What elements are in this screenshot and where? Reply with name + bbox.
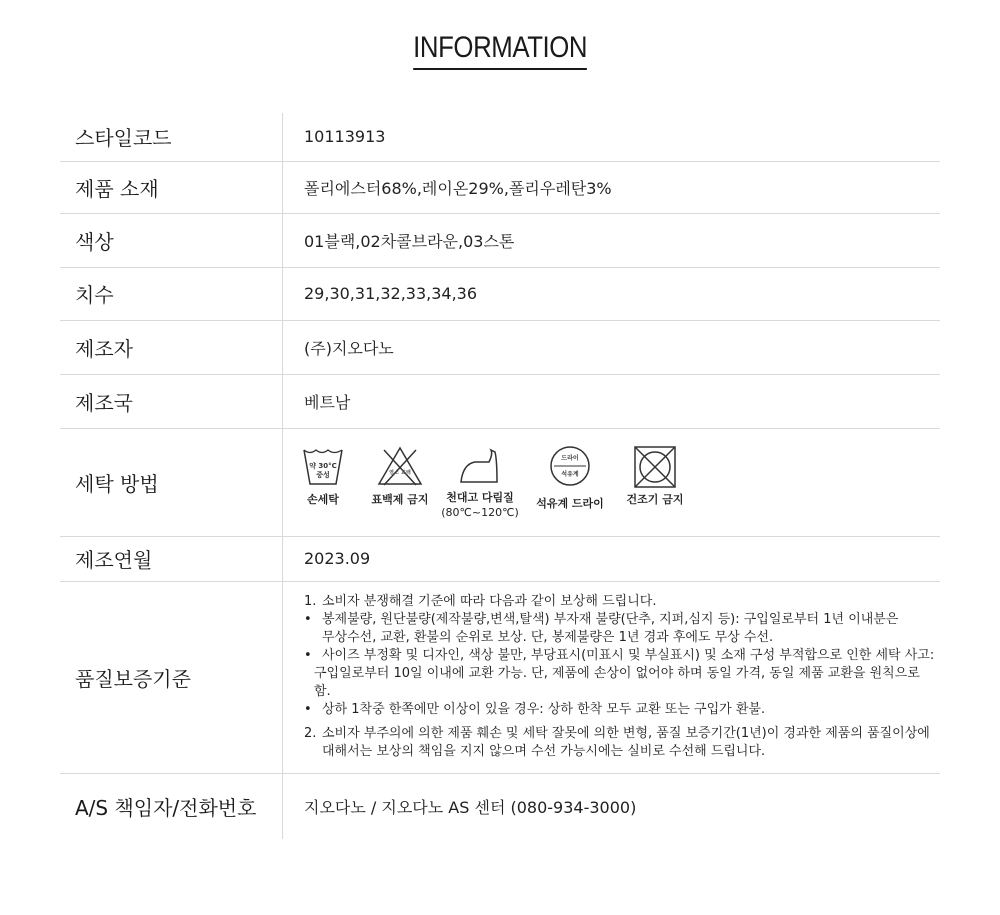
row-size bbox=[60, 267, 940, 320]
iron-icon bbox=[457, 444, 503, 488]
row-material bbox=[60, 161, 940, 213]
no-bleach-caption: 표백제 금지 bbox=[371, 493, 429, 506]
row-quality bbox=[60, 581, 940, 773]
quality-item-2-line-2: 대해서는 보상의 책임을 지지 않으며 수선 가능시에는 실비로 수선해 드립니다. bbox=[322, 744, 766, 759]
date-label: 제조연월 bbox=[60, 536, 283, 581]
iron-temperature: (80℃~120℃) bbox=[441, 506, 519, 519]
no-tumble-dry-icon bbox=[632, 444, 678, 490]
style-code-value: 10113913 bbox=[283, 113, 941, 161]
as-label: A/S 책임자/전화번호 bbox=[75, 795, 257, 820]
style-code-label: 스타일코드 bbox=[60, 113, 283, 161]
quality-bullet-2-line-2: 구입일로부터 10일 이내에 교환 가능. 단, 제품에 손상이 없어야 하며 동일 가격, 동일 제품 교환을 원칙으로 함. bbox=[314, 666, 920, 699]
row-maker bbox=[60, 320, 940, 374]
page-title-wrap bbox=[0, 28, 1000, 70]
hand-wash-temp: 약 30°C bbox=[309, 462, 337, 470]
quality-bullet-3-line-1: 상하 1착중 한쪽에만 이상이 있을 경우: 상하 한착 모두 교환 또는 구입가 환불. bbox=[322, 702, 766, 717]
quality-item-2-line-1: 소비자 부주의에 의한 제품 훼손 및 세탁 잘못에 의한 변형, 품질 보증기간(1년)이 경과한 제품의 품질이상에 bbox=[322, 726, 930, 741]
maker-label: 제조자 bbox=[60, 320, 283, 374]
material-label: 제품 소재 bbox=[60, 161, 283, 213]
quality-bullet-1 bbox=[304, 611, 940, 629]
quality-item-2 bbox=[304, 725, 940, 743]
country-value: 베트남 bbox=[283, 374, 941, 428]
page-title: INFORMATION bbox=[413, 28, 587, 70]
wash-item-iron bbox=[440, 444, 520, 520]
product-info-table bbox=[60, 113, 940, 839]
wash-item-no-bleach bbox=[370, 444, 430, 507]
row-date bbox=[60, 536, 940, 581]
quality-item-1 bbox=[304, 593, 940, 611]
quality-item-1-text: 소비자 분쟁해결 기준에 따라 다음과 같이 보상해 드립니다. bbox=[322, 594, 657, 609]
no-tumble-dry-caption: 건조기 금지 bbox=[626, 493, 684, 506]
maker-value: (주)지오다노 bbox=[283, 320, 941, 374]
hand-wash-neutral: 중성 bbox=[316, 471, 330, 479]
quality-bullet-2-line-1: 사이즈 부정확 및 디자인, 색상 불만, 부당표시(미표시 및 부실표시) 및 소재 구성 부적합으로 인한 세탁 사고: bbox=[322, 648, 935, 663]
washing-icons bbox=[304, 444, 940, 520]
row-style-code bbox=[60, 113, 940, 161]
quality-item-1-number: 1. bbox=[304, 594, 317, 609]
iron-caption: 천대고 다림질 bbox=[446, 491, 514, 504]
size-label: 치수 bbox=[60, 267, 283, 320]
bullet-mark: • bbox=[304, 612, 312, 627]
quality-label: 품질보증기준 bbox=[60, 581, 283, 773]
no-bleach-bleach: 표백 bbox=[401, 470, 411, 476]
wash-item-no-tumble-dry bbox=[622, 444, 688, 507]
quality-item-2-number: 2. bbox=[304, 726, 317, 741]
bullet-mark: • bbox=[304, 702, 312, 717]
quality-text bbox=[304, 593, 940, 761]
country-label: 제조국 bbox=[60, 374, 283, 428]
hand-wash-caption: 손세탁 bbox=[307, 493, 339, 506]
row-color bbox=[60, 213, 940, 267]
no-bleach-icon bbox=[375, 444, 425, 488]
wash-item-dry-clean bbox=[532, 444, 608, 511]
row-as bbox=[60, 773, 940, 839]
bullet-mark: • bbox=[304, 648, 312, 663]
quality-bullet-2 bbox=[304, 647, 940, 665]
dry-clean-bottom: 석유계 bbox=[561, 471, 579, 478]
color-value: 01블랙,02차콜브라운,03스톤 bbox=[283, 213, 941, 267]
quality-value bbox=[283, 581, 941, 773]
size-value: 29,30,31,32,33,34,36 bbox=[283, 267, 941, 320]
row-washing bbox=[60, 428, 940, 536]
hand-wash-icon bbox=[302, 444, 344, 488]
material-value: 폴리에스터68%,레이온29%,폴리우레탄3% bbox=[283, 161, 941, 213]
quality-bullet-1-line-1: 봉제불량, 원단불량(제작불량,변색,탈색) 부자재 불량(단추, 지퍼,심지 등): 구입일로부터 1년 이내분은 bbox=[322, 612, 899, 627]
quality-bullet-3 bbox=[304, 701, 940, 719]
washing-label: 세탁 방법 bbox=[60, 428, 283, 536]
date-value: 2023.09 bbox=[283, 536, 941, 581]
quality-bullet-1-line-2: 무상수선, 교환, 환불의 순위로 보상. 단, 봉제불량은 1년 경과 후에도 무상 수선. bbox=[322, 630, 774, 645]
as-value: 지오다노 / 지오다노 AS 센터 (080-934-3000) bbox=[283, 773, 941, 839]
washing-value bbox=[283, 428, 941, 536]
dry-clean-icon bbox=[548, 444, 592, 488]
dry-clean-caption: 석유계 드라이 bbox=[536, 497, 604, 510]
no-bleach-chlorine: 염소 bbox=[389, 470, 399, 476]
dry-clean-top: 드라이 bbox=[561, 455, 579, 462]
wash-item-hand-wash bbox=[302, 444, 344, 507]
row-country bbox=[60, 374, 940, 428]
color-label: 색상 bbox=[60, 213, 283, 267]
